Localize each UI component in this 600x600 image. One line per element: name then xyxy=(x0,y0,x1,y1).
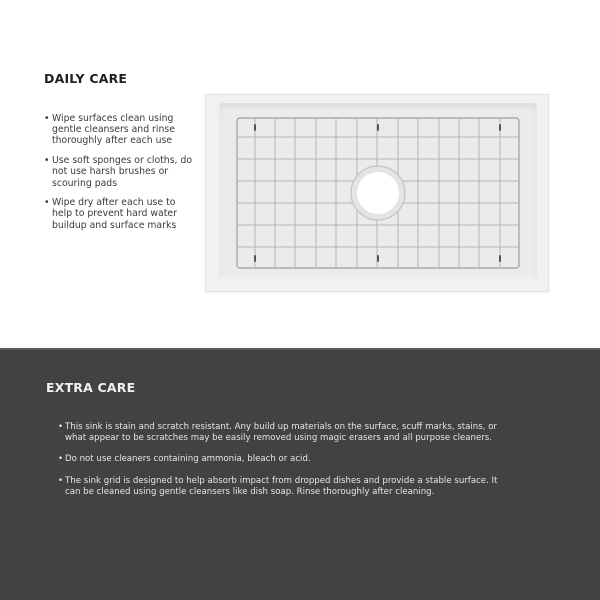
list-item: • The sink grid is designed to help absorb impact from dropped dishes and provide a stable surface. It can be cleaned using gentle cleansers like dish soap. Rinse thoroughly after cleaning. xyxy=(58,476,508,498)
extra-care-list xyxy=(58,422,508,508)
daily-care-heading: DAILY CARE xyxy=(44,71,128,86)
list-item: • Do not use cleaners containing ammonia, bleach or acid. xyxy=(58,454,508,465)
extra-care-heading: EXTRA CARE xyxy=(46,380,136,395)
list-item: • This sink is stain and scratch resistant. Any build up materials on the surface, scuff marks, stains, or what appear to be scratches may be easily removed using magic erasers and all purpose cleaners. xyxy=(58,422,508,444)
sink-grid-icon xyxy=(236,117,520,269)
section-divider xyxy=(0,348,600,350)
list-item: • Wipe surfaces clean using gentle cleansers and rinse thoroughly after each use xyxy=(44,113,194,147)
list-item: • Wipe dry after each use to help to prevent hard water buildup and surface marks xyxy=(44,197,194,231)
daily-care-list xyxy=(44,113,194,239)
list-item: • Use soft sponges or cloths, do not use harsh brushes or scouring pads xyxy=(44,155,194,189)
